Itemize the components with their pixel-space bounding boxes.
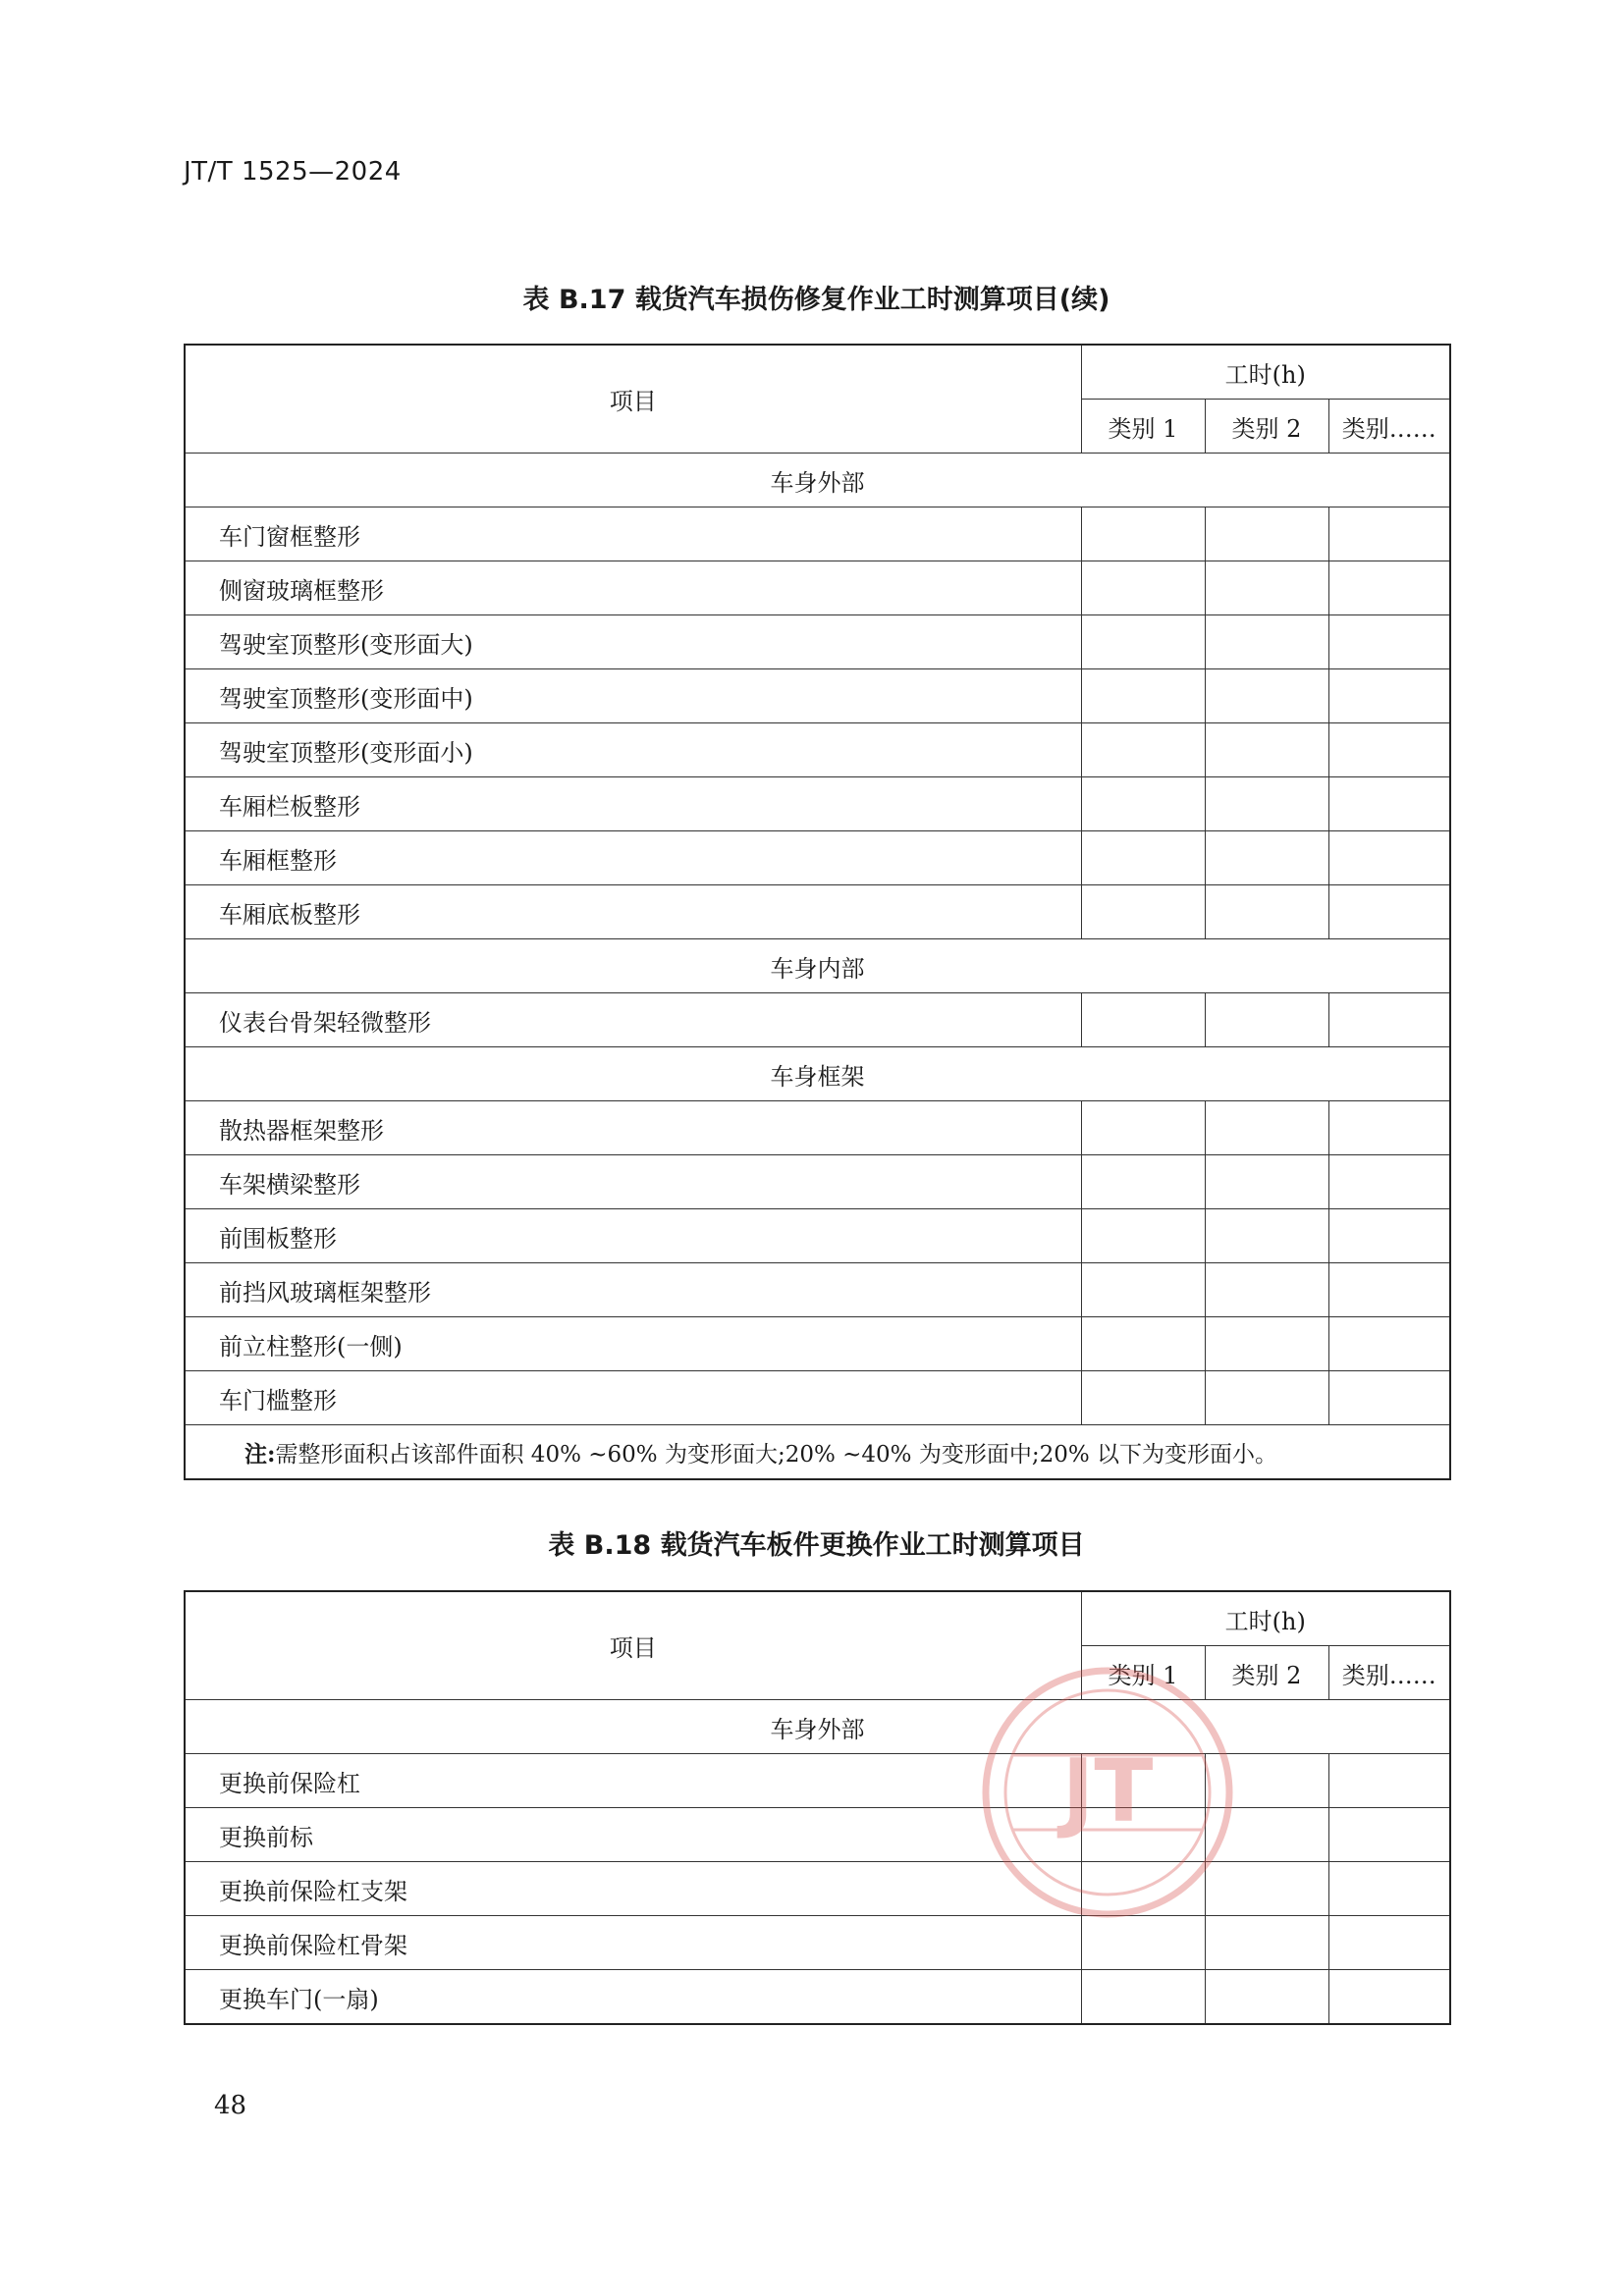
header-row (185, 1591, 1450, 1646)
table-row (185, 885, 1450, 939)
table-title-b17: 表 B.17 载货汽车损伤修复作业工时测算项目(续) (522, 285, 1110, 315)
hours-cell (1328, 561, 1450, 615)
page-number: 48 (214, 2091, 247, 2120)
hours-cell (1328, 1970, 1450, 2025)
item-name: 驾驶室顶整形(变形面大) (185, 615, 1081, 669)
item-name: 更换前标 (185, 1808, 1081, 1862)
hours-cell (1328, 831, 1450, 885)
hours-cell (1205, 1155, 1328, 1209)
hours-cell (1205, 1263, 1328, 1317)
table-row (185, 1862, 1450, 1916)
item-name: 车厢框整形 (185, 831, 1081, 885)
table-b18 (184, 1590, 1451, 2025)
hours-cell (1205, 1371, 1328, 1425)
header-hours: 工时(h) (1081, 1591, 1450, 1646)
hours-cell (1205, 669, 1328, 723)
header-category-more: 类别…… (1328, 1646, 1450, 1700)
hours-cell (1328, 1317, 1450, 1371)
hours-cell (1081, 1209, 1205, 1263)
table-row (185, 1317, 1450, 1371)
hours-cell (1081, 993, 1205, 1047)
item-name: 车厢栏板整形 (185, 777, 1081, 831)
hours-cell (1328, 777, 1450, 831)
hours-cell (1205, 1916, 1328, 1970)
section-label: 车身外部 (185, 1700, 1450, 1754)
hours-cell (1081, 1317, 1205, 1371)
hours-cell (1081, 1263, 1205, 1317)
table-row (185, 561, 1450, 615)
hours-cell (1328, 1916, 1450, 1970)
section-label: 车身内部 (185, 939, 1450, 993)
table-note (185, 1425, 1450, 1480)
item-name: 前围板整形 (185, 1209, 1081, 1263)
item-name: 前挡风玻璃框架整形 (185, 1263, 1081, 1317)
table-row (185, 1754, 1450, 1808)
table-row (185, 723, 1450, 777)
hours-cell (1205, 831, 1328, 885)
hours-cell (1328, 1155, 1450, 1209)
table-row (185, 1209, 1450, 1263)
hours-cell (1328, 1754, 1450, 1808)
hours-cell (1081, 777, 1205, 831)
table-row (185, 615, 1450, 669)
seal-text: JT (1061, 1740, 1154, 1842)
item-name: 更换前保险杠骨架 (185, 1916, 1081, 1970)
standard-code: JT/T 1525—2024 (184, 157, 402, 187)
table-row (185, 1371, 1450, 1425)
hours-cell (1328, 669, 1450, 723)
hours-cell (1328, 1371, 1450, 1425)
header-category-2: 类别 2 (1205, 1646, 1328, 1700)
hours-cell (1328, 723, 1450, 777)
header-hours: 工时(h) (1081, 345, 1450, 400)
table-row (185, 1155, 1450, 1209)
table-row (185, 1916, 1450, 1970)
hours-cell (1081, 885, 1205, 939)
hours-cell (1328, 1209, 1450, 1263)
hours-cell (1328, 1263, 1450, 1317)
item-name: 驾驶室顶整形(变形面中) (185, 669, 1081, 723)
section-label: 车身外部 (185, 454, 1450, 507)
hours-cell (1205, 1209, 1328, 1263)
hours-cell (1205, 1970, 1328, 2025)
hours-cell (1205, 1101, 1328, 1155)
hours-cell (1205, 993, 1328, 1047)
hours-cell (1328, 993, 1450, 1047)
header-category-more: 类别…… (1328, 400, 1450, 454)
hours-cell (1328, 1101, 1450, 1155)
item-name: 前立柱整形(一侧) (185, 1317, 1081, 1371)
header-item: 项目 (185, 345, 1081, 454)
hours-cell (1205, 777, 1328, 831)
hours-cell (1205, 885, 1328, 939)
hours-cell (1081, 1371, 1205, 1425)
header-category-1: 类别 1 (1081, 400, 1205, 454)
header-category-1: 类别 1 (1081, 1646, 1205, 1700)
table-row (185, 507, 1450, 561)
hours-cell (1205, 615, 1328, 669)
table-b17-body (185, 345, 1450, 1479)
note-text: 需整形面积占该部件面积 40% ~60% 为变形面大;20% ~40% 为变形面中;20% 以下为变形面小。 (275, 1441, 1278, 1468)
item-name: 更换前保险杠 (185, 1754, 1081, 1808)
item-name: 车架横梁整形 (185, 1155, 1081, 1209)
hours-cell (1328, 615, 1450, 669)
table-row (185, 1970, 1450, 2025)
hours-cell (1328, 1808, 1450, 1862)
hours-cell (1205, 507, 1328, 561)
hours-cell (1081, 1155, 1205, 1209)
table-row (185, 777, 1450, 831)
hours-cell (1081, 1916, 1205, 1970)
header-row (185, 345, 1450, 400)
hours-cell (1081, 723, 1205, 777)
hours-cell (1081, 669, 1205, 723)
section-label: 车身框架 (185, 1047, 1450, 1101)
header-item: 项目 (185, 1591, 1081, 1700)
table-row (185, 831, 1450, 885)
item-name: 更换前保险杠支架 (185, 1862, 1081, 1916)
table-title-b18: 表 B.18 载货汽车板件更换作业工时测算项目 (548, 1530, 1085, 1561)
item-name: 散热器框架整形 (185, 1101, 1081, 1155)
hours-cell (1081, 615, 1205, 669)
item-name: 仪表台骨架轻微整形 (185, 993, 1081, 1047)
item-name: 侧窗玻璃框整形 (185, 561, 1081, 615)
hours-cell (1328, 885, 1450, 939)
jt-seal-icon (979, 1664, 1236, 1921)
item-name: 车门槛整形 (185, 1371, 1081, 1425)
hours-cell (1205, 723, 1328, 777)
hours-cell (1205, 1317, 1328, 1371)
table-b18-body (185, 1591, 1450, 2024)
item-name: 车厢底板整形 (185, 885, 1081, 939)
note-row (185, 1425, 1450, 1480)
hours-cell (1328, 507, 1450, 561)
table-b17 (184, 344, 1451, 1480)
item-name: 更换车门(一扇) (185, 1970, 1081, 2025)
table-row (185, 1263, 1450, 1317)
hours-cell (1081, 1970, 1205, 2025)
section-row (185, 1047, 1450, 1101)
table-row (185, 669, 1450, 723)
hours-cell (1081, 831, 1205, 885)
table-row (185, 1101, 1450, 1155)
note-label: 注: (244, 1440, 276, 1468)
section-row (185, 939, 1450, 993)
header-category-2: 类别 2 (1205, 400, 1328, 454)
table-row (185, 993, 1450, 1047)
hours-cell (1081, 507, 1205, 561)
hours-cell (1328, 1862, 1450, 1916)
hours-cell (1081, 561, 1205, 615)
section-row (185, 454, 1450, 507)
item-name: 驾驶室顶整形(变形面小) (185, 723, 1081, 777)
table-row (185, 1808, 1450, 1862)
item-name: 车门窗框整形 (185, 507, 1081, 561)
hours-cell (1081, 1101, 1205, 1155)
hours-cell (1205, 561, 1328, 615)
section-row (185, 1700, 1450, 1754)
